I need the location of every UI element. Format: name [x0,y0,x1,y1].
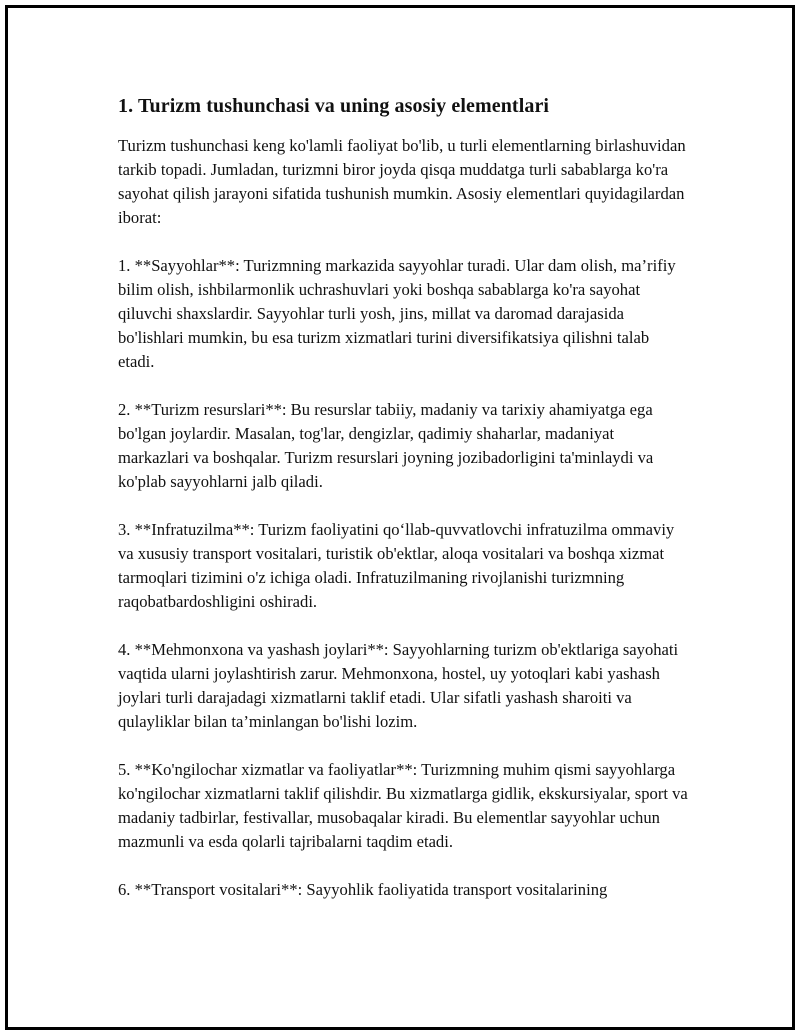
paragraph-kongilochar-xizmatlar: 5. **Ko'ngilochar xizmatlar va faoliyatlar**: Turizmning muhim qismi sayyohlarga ko'ngilochar xizmatlarni taklif qilishdir. Bu xizmatlarga gidlik, ekskursiyalar, sport va madaniy tadbirlar, festivallar, musobaqalar kiradi. Bu elementlar sayyohlar uchun mazmunli va esda qolarli tajribalarni taqdim etadi. [118,760,688,851]
document-body [118,92,688,926]
paragraph-infratuzilma: 3. **Infratuzilma**: Turizm faoliyatini qo‘llab-quvvatlovchi infratuzilma ommaviy va xususiy transport vositalari, turistik ob'ektlar, aloqa vositalari va boshqa xizmat tarmoqlari tizimini o'z ichiga oladi. Infratuzilmaning rivojlanishi turizmning raqobatbardoshligini oshiradi. [118,520,675,611]
paragraph-transport-vositalari: 6. **Transport vositalari**: Sayyohlik faoliyatida transport vositalarining [118,880,608,899]
paragraph-turizm-resurslari: 2. **Turizm resurslari**: Bu resurslar tabiiy, madaniy va tarixiy ahamiyatga ega bo'lgan joylardir. Masalan, tog'lar, dengizlar, qadimiy shaharlar, madaniyat markazlari va boshqalar. Turizm resurslari joyning jozibadorligini ta'minlaydi va ko'plab sayyohlarni jalb qiladi. [118,400,654,491]
paragraph-sayyohlar: 1. **Sayyohlar**: Turizmning markazida sayyohlar turadi. Ular dam olish, ma’rifiy bilim olish, ishbilarmonlik uchrashuvlari yoki boshqa sabablarga ko'ra sayohat qiluvchi shaxslardir. Sayyohlar turli yosh, jins, millat va daromad darajasida bo'lishlari mumkin, bu esa turizm xizmatlari turini diversifikatsiya qilishni talab etadi. [118,256,676,371]
document-title: 1. Turizm tushunchasi va uning asosiy elementlari [118,95,550,117]
intro-paragraph: Turizm tushunchasi keng ko'lamli faoliyat bo'lib, u turli elementlarning birlashuvidan tarkib topadi. Jumladan, turizmni biror joyda qisqa muddatga turli sabablarga ko'ra sayohat qilish jarayoni sifatida tushunish mumkin. Asosiy elementlari quyidagilardan iborat: [118,136,686,227]
paragraph-mehmonxona: 4. **Mehmonxona va yashash joylari**: Sayyohlarning turizm ob'ektlariga sayohati vaqtida ularni joylashtirish zarur. Mehmonxona, hostel, uy yotoqlari kabi yashash joylari turli darajadagi xizmatlarni taklif etadi. Ular sifatli yashash sharoiti va qulayliklar bilan ta’minlangan bo'lishi lozim. [118,640,679,731]
